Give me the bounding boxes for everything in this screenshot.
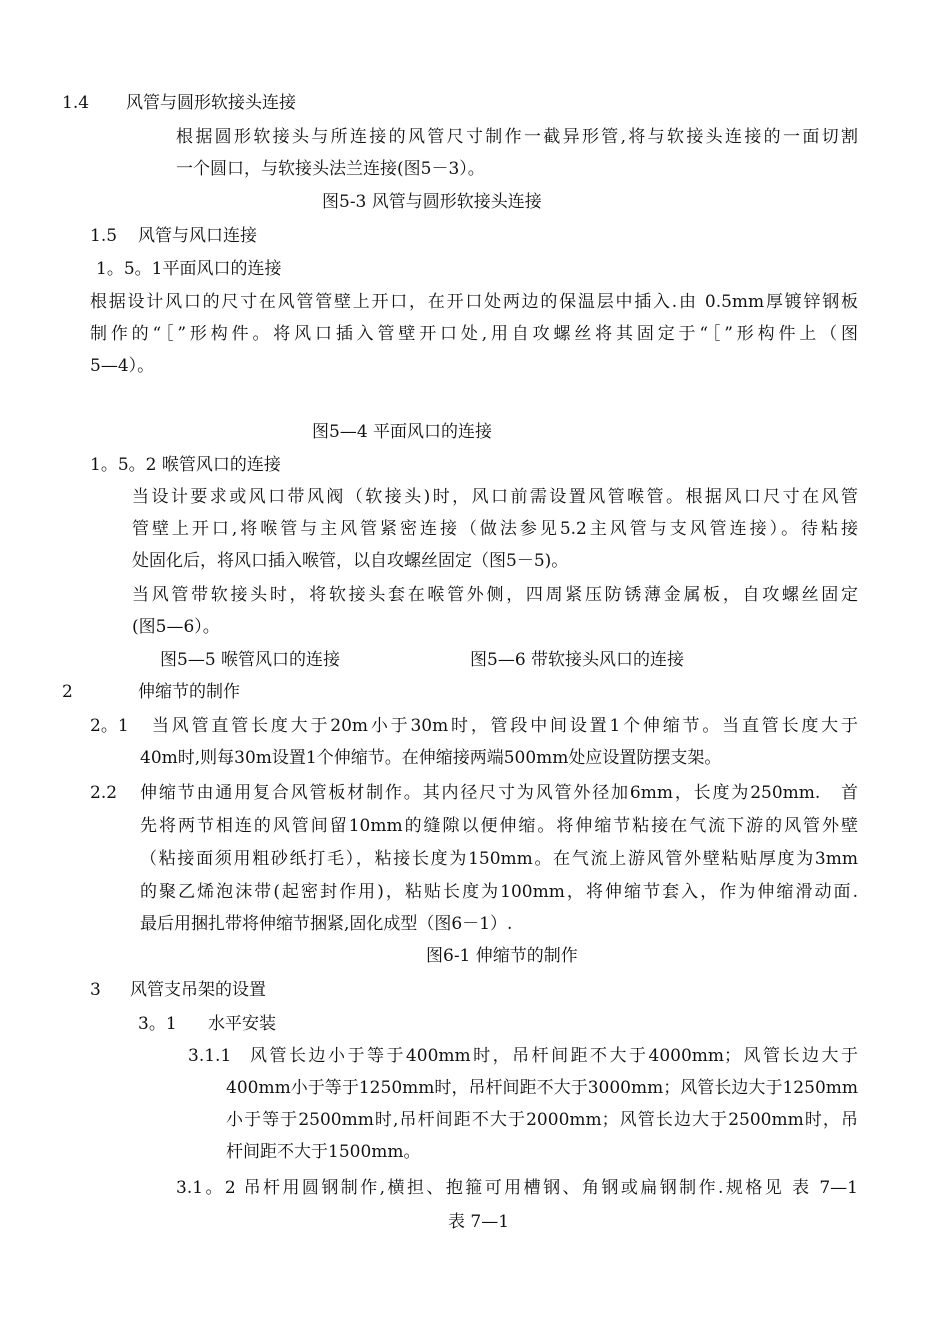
paragraph-line: 一个圆口，与软接头法兰连接(图5－3）。 xyxy=(176,159,485,179)
paragraph-line: 的聚乙烯泡沫带(起密封作用)，粘贴长度为100mm，将伸缩节套入，作为伸缩滑动面. xyxy=(140,882,858,902)
paragraph-line: 当设计要求或风口带风阀（软接头)时，风口前需设置风管喉管。根据风口尺寸在风管 xyxy=(132,487,858,507)
paragraph-line: 管壁上开口,将喉管与主风管紧密连接（做法参见5.2主风管与支风管连接）。待粘接 xyxy=(132,519,858,539)
table-caption: 表 7—1 xyxy=(448,1212,510,1232)
section-number: 2。1 xyxy=(90,716,129,736)
paragraph-line: 40m时,则每30m设置1个伸缩节。在伸缩接两端500mm处应设置防摆支架。 xyxy=(140,748,722,768)
paragraph-line: 5—4）。 xyxy=(90,356,155,376)
paragraph-line: 3.1。2 吊杆用圆钢制作,横担、抱箍可用槽钢、角钢或扁钢制作.规格见 表 7—1 xyxy=(176,1178,858,1198)
figure-caption: 图5—4 平面风口的连接 xyxy=(312,422,493,442)
section-number: 2.2 xyxy=(90,783,118,803)
paragraph-line: 当风管直管长度大于20m小于30m时，管段中间设置1个伸缩节。当直管长度大于 xyxy=(152,716,858,736)
section-number: 3 xyxy=(90,980,101,1000)
paragraph-line: 小于等于2500mm时,吊杆间距不大于2000mm；风管长边大于2500mm时，吊 xyxy=(226,1110,858,1130)
paragraph-line: 根据设计风口的尺寸在风管管壁上开口，在开口处两边的保温层中插入.由 0.5mm厚镀锌钢板 xyxy=(90,292,858,312)
paragraph-line: 先将两节相连的风管间留10mm的缝隙以便伸缩。将伸缩节粘接在气流下游的风管外壁 xyxy=(140,816,858,836)
paragraph-line: 400mm小于等于1250mm时，吊杆间距不大于3000mm；风管长边大于1250mm xyxy=(226,1078,858,1098)
figure-caption: 图5—5 喉管风口的连接 xyxy=(160,650,341,670)
section-heading: 风管与圆形软接头连接 xyxy=(126,93,296,113)
subsection-heading: 1。5。1平面风口的连接 xyxy=(96,259,282,279)
paragraph-line: 处固化后，将风口插入喉管，以自攻螺丝固定（图5－5)。 xyxy=(132,551,569,571)
paragraph-line: 风管长边小于等于400mm时，吊杆间距不大于4000mm；风管长边大于 xyxy=(250,1046,858,1066)
section-number: 1.5 xyxy=(90,226,118,246)
paragraph-line: 当风管带软接头时，将软接头套在喉管外侧，四周紧压防锈薄金属板，自攻螺丝固定 xyxy=(132,585,858,605)
paragraph-line: 最后用捆扎带将伸缩节捆紧,固化成型（图6－1）. xyxy=(140,914,513,934)
section-heading: 风管与风口连接 xyxy=(138,226,257,246)
paragraph-line: 杆间距不大于1500mm。 xyxy=(226,1142,421,1162)
figure-caption: 图6-1 伸缩节的制作 xyxy=(426,946,578,966)
paragraph-line: （粘接面须用粗砂纸打毛），粘接长度为150mm。在气流上游风管外壁粘贴厚度为3mm xyxy=(140,849,858,869)
section-number: 2 xyxy=(62,682,73,702)
section-number: 1.4 xyxy=(62,93,90,113)
paragraph-line: 制作的“［”形构件。将风口插入管壁开口处,用自攻螺丝将其固定于“［”形构件上（图 xyxy=(90,324,858,344)
section-number: 3。1 xyxy=(138,1014,177,1034)
paragraph-line: (图5—6）。 xyxy=(132,617,220,637)
subsection-heading: 1。5。2 喉管风口的连接 xyxy=(90,455,281,475)
section-heading: 风管支吊架的设置 xyxy=(130,980,266,1000)
section-number: 3.1.1 xyxy=(188,1046,232,1066)
figure-caption: 图5-3 风管与圆形软接头连接 xyxy=(322,192,542,212)
paragraph-line: 根据圆形软接头与所连接的风管尺寸制作一截异形管,将与软接头连接的一面切割 xyxy=(176,127,858,147)
section-heading: 伸缩节的制作 xyxy=(138,682,240,702)
subsection-heading: 水平安装 xyxy=(208,1014,276,1034)
figure-caption: 图5—6 带软接头风口的连接 xyxy=(470,650,685,670)
paragraph-line: 伸缩节由通用复合风管板材制作。其内径尺寸为风管外径加6mm，长度为250mm. 首 xyxy=(140,783,858,803)
